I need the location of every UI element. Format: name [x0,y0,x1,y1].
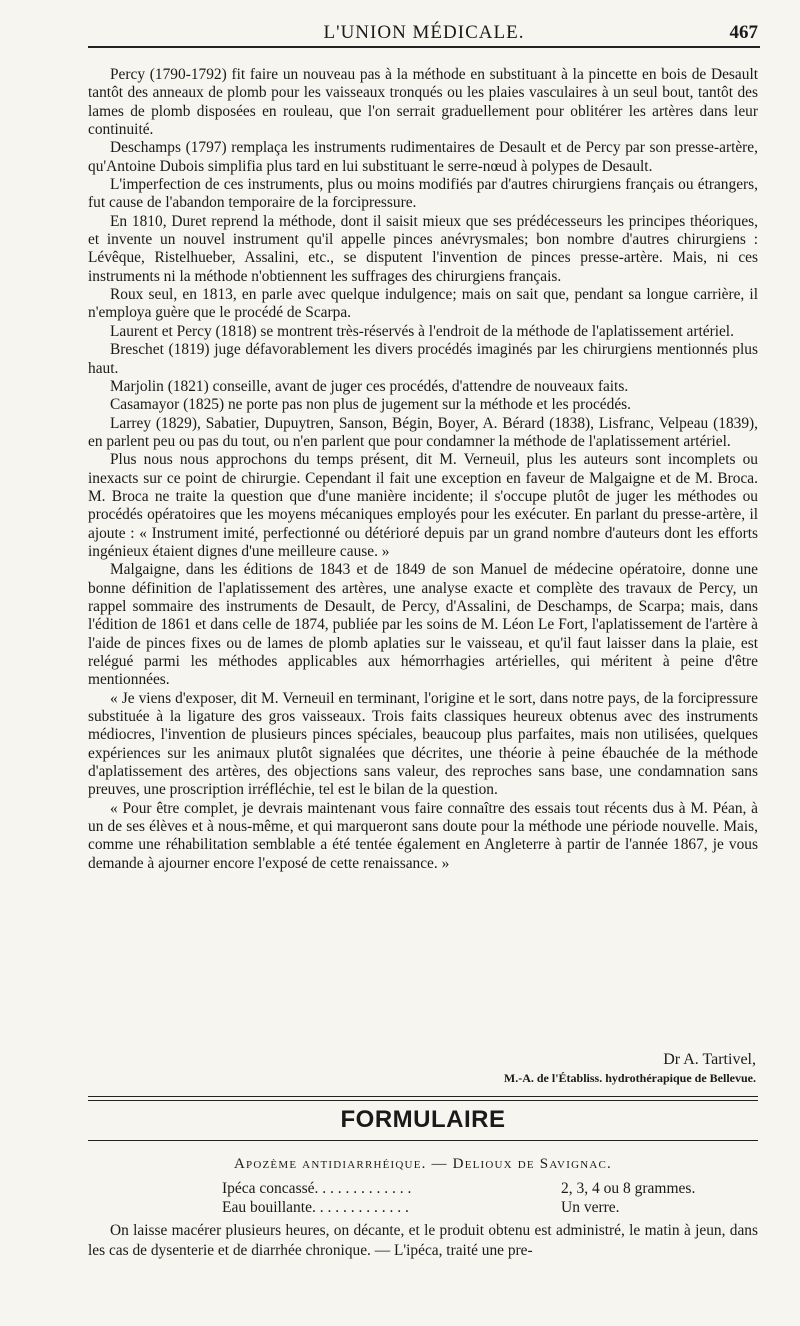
paragraph: Malgaigne, dans les éditions de 1843 et de 1849 de son Manuel de médecine opératoire, donne une bonne définition de l'aplatissement des artères, une analyse exacte et complète des travaux de Percy, un rappel sommaire des instruments de Desault, de Percy, d'Assalini, de Deschamps, de Scarpa; mais, dans l'édition de 1861 et dans celle de 1874, publiée par les soins de M. Léon Le Fort, l'aplatissement de l'artère à l'aide de pinces fixes ou de lames de plomb aplaties sur le vaisseau, et qu'il faut laisser dans la plaie, est relégué parmi les méthodes applicables aux hémorrhagies artérielles, qui méritent à peine d'être mentionnées. [88,561,758,689]
recipe-instructions [88,1221,758,1261]
paragraph: Percy (1790-1792) fit faire un nouveau pas à la méthode en substituant à la pincette en bois de Desault tantôt des anneaux de plomb pour les vaisseaux tronqués ou les plaies vasculaires à un seul bout, tantôt des lames de plomb disposées en rouleau, que l'on serrait graduellement pour oblitérer les artères dans leur continuité. [88,66,758,139]
section-divider [88,1096,758,1097]
ingredient-quantity: Un verre. [561,1199,620,1216]
author-name: Dr A. Tartivel, [663,1051,756,1068]
paragraph: « Je viens d'exposer, dit M. Verneuil en terminant, l'origine et le sort, dans notre pays, de la forcipressure substituée à la ligature des gros vaisseaux. Trois faits classiques heureux obtenus avec des instruments médiocres, l'invention de plusieurs pinces spéciales, beaucoup plus parfaites, mais non utilisées, quelques expériences sur les animaux plutôt signalées que décrites, une théorie à peine ébauchée de la méthode d'aplatissement des artères, des objections sans valeur, des reproches sans base, une condamnation sans preuves, une proscription irréfléchie, tel est le bilan de la question. [88,689,758,799]
ingredient-row [222,1199,722,1219]
paragraph: « Pour être complet, je devrais maintenant vous faire connaître des essais tout récents dus à M. Péan, à un de ses élèves et à nous-même, et qui marqueront sans doute pour la méthode une période nouvelle. Mais, comme une réhabilitation semblable a été tentée également en Angleterre à partir de l'année 1867, je vous demande à ajourner encore l'exposé de cette renaissance. » [88,799,758,872]
section-divider [88,1140,758,1141]
paragraph: Plus nous nous approchons du temps présent, dit M. Verneuil, plus les auteurs sont incomplets ou inexacts sur ce point de chirurgie. Cependant il fait une exception en faveur de Malgaigne et de M. Broca. M. Broca ne traite la question que d'une manière incidente; il s'occupe plutôt de juger les méthodes ou procédés opératoires que les moyens mécaniques employés pour les exécuter. En parlant du presse-artère, il ajoute : « Instrument imité, perfectionné ou détérioré depuis par un grand nombre d'auteurs dont les efforts ingénieux étaient dignes d'une meilleure cause. » [88,451,758,560]
ingredient-name: Ipéca concassé. . . . . . . . . . . . . [222,1180,412,1197]
paragraph: Roux seul, en 1813, en parle avec quelque indulgence; mais on sait que, pendant sa longue carrière, il n'employa guère que le procédé de Scarpa. [88,286,758,322]
ingredient-name: Eau bouillante. . . . . . . . . . . . . [222,1199,409,1216]
section-divider [88,1100,758,1101]
author-signature [88,1050,756,1086]
paragraph: Breschet (1819) juge défavorablement les divers procédés imaginés par les chirurgiens mentionnés plus haut. [88,341,758,377]
paragraph: Laurent et Percy (1818) se montrent très-réservés à l'endroit de la méthode de l'aplatissement artériel. [110,322,734,340]
paragraph: Larrey (1829), Sabatier, Dupuytren, Sanson, Bégin, Boyer, A. Bérard (1838), Lisfranc, Velpeau (1839), en parlent peu ou pas du tout, ou n'en parlent que pour condamner la méthode de l'aplatissement artériel. [88,414,758,450]
running-title: L'UNION MÉDICALE. [323,22,525,43]
running-header [88,22,760,48]
paragraph: Casamayor (1825) ne porte pas non plus de jugement sur la méthode et les procédés. [110,396,631,414]
paragraph: Marjolin (1821) conseille, avant de juger ces procédés, d'attendre de nouveaux faits. [110,377,629,395]
paragraph: En 1810, Duret reprend la méthode, dont il saisit mieux que ses prédécesseurs les principes théoriques, et invente un nouvel instrument qu'il appelle pinces anévrysmales; bon nombre d'autres chirurgiens : Lévêque, Ristelhueber, Assalini, etc., se disputent l'invention de pinces presse-artère. Mais, ni ces instruments ni la méthode n'obtiennent les suffrages des chirurgiens français. [88,212,758,285]
ingredient-quantity: 2, 3, 4 ou 8 grammes. [561,1180,696,1197]
paragraph: L'imperfection de ces instruments, plus ou moins modifiés par d'autres chirurgiens français ou étrangers, fut cause de l'abandon temporaire de la forcipressure. [88,176,758,212]
author-affiliation: M.-A. de l'Établiss. hydrothérapique de Bellevue. [503,1071,756,1085]
paragraph: On laisse macérer plusieurs heures, on décante, et le produit obtenu est administré, le matin à jeun, dans les cas de dysenterie et de diarrhée chronique. — L'ipéca, traité une pre- [88,1222,758,1259]
section-title: FORMULAIRE [340,1106,506,1133]
ingredient-row [222,1180,722,1200]
recipe-title: Apozème antidiarrhéique. — Delioux de Savignac. [234,1156,612,1172]
paragraph: Deschamps (1797) remplaça les instruments rudimentaires de Desault et de Percy par son presse-artère, qu'Antoine Dubois simplifia plus tard en lui substituant le serre-nœud à polypes de Desault. [88,139,758,175]
page-number: 467 [729,22,758,43]
article-body [88,66,758,873]
